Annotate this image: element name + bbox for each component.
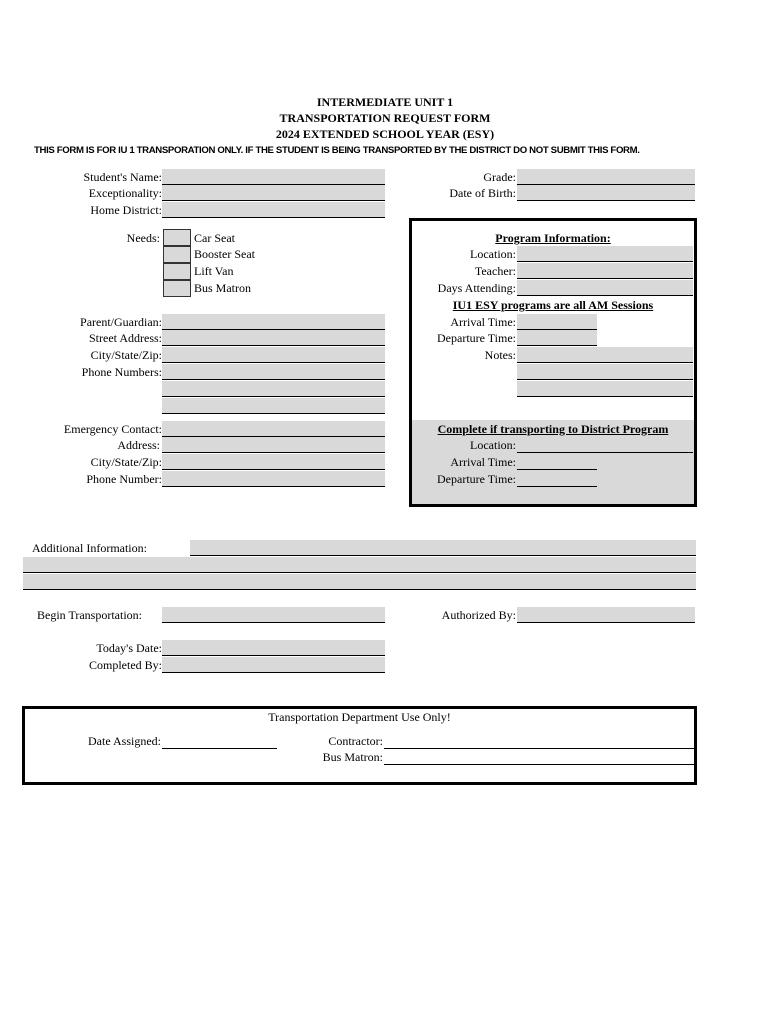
date-assigned-label: Date Assigned: (88, 734, 161, 748)
form-notice: THIS FORM IS FOR IU 1 TRANSPORATION ONLY. IF THE STUDENT IS BEING TRANSPORTED BY THE DISTRICT DO NOT SUBMIT THIS FORM. (34, 145, 640, 156)
emergency-phone-field[interactable] (162, 471, 385, 487)
emergency-city-field[interactable] (162, 454, 385, 470)
needs-label: Needs: (126, 231, 160, 245)
emergency-address-field[interactable] (162, 437, 385, 453)
exceptionality-field[interactable] (162, 185, 385, 201)
lift-van-checkbox[interactable] (163, 263, 191, 280)
additional-info-field-2[interactable] (23, 557, 696, 573)
phone-number-field-2[interactable] (162, 381, 385, 397)
grade-label: Grade: (483, 170, 516, 184)
completed-by-field[interactable] (162, 657, 385, 673)
parent-guardian-field[interactable] (162, 314, 385, 330)
emergency-address-label: Address: (117, 438, 160, 452)
teacher-field[interactable] (517, 263, 693, 279)
street-address-field[interactable] (162, 330, 385, 346)
grade-field[interactable] (517, 169, 695, 185)
emergency-contact-label: Emergency Contact: (63, 422, 162, 436)
home-district-field[interactable] (162, 202, 385, 218)
district-location-label: Location: (470, 438, 516, 452)
district-departure-field[interactable] (517, 471, 597, 487)
parent-guardian-label: Parent/Guardian: (80, 315, 162, 329)
phone-number-field-3[interactable] (162, 398, 385, 414)
phone-number-field-1[interactable] (162, 364, 385, 380)
form-title-line-2: TRANSPORTATION REQUEST FORM (279, 111, 491, 125)
district-location-field[interactable] (517, 437, 693, 453)
form-title-line-1: INTERMEDIATE UNIT 1 (316, 95, 454, 109)
additional-info-label: Additional Information: (32, 541, 147, 555)
contractor-field[interactable] (384, 733, 695, 749)
authorized-by-label: Authorized By: (441, 608, 516, 622)
begin-transportation-label: Begin Transportation: (37, 608, 143, 622)
district-program-title: Complete if transporting to District Program (437, 422, 669, 436)
emergency-phone-label: Phone Number: (86, 472, 162, 486)
bus-matron-field[interactable] (384, 749, 695, 765)
form-title-line-3: 2024 EXTENDED SCHOOL YEAR (ESY) (275, 127, 495, 141)
emergency-contact-field[interactable] (162, 421, 385, 437)
bus-matron-assign-label: Bus Matron: (322, 750, 383, 764)
bus-matron-label: Bus Matron (194, 281, 251, 295)
dob-label: Date of Birth: (449, 186, 516, 200)
lift-van-label: Lift Van (194, 264, 234, 278)
date-assigned-field[interactable] (162, 733, 277, 749)
district-arrival-label: Arrival Time: (450, 455, 516, 469)
booster-seat-checkbox[interactable] (163, 246, 191, 263)
notes-field-3[interactable] (517, 381, 693, 397)
car-seat-label: Car Seat (194, 231, 235, 245)
notes-field-2[interactable] (517, 364, 693, 380)
transport-dept-title: Transportation Department Use Only! (268, 710, 451, 724)
emergency-city-label: City/State/Zip: (90, 455, 162, 469)
car-seat-checkbox[interactable] (163, 229, 191, 246)
todays-date-field[interactable] (162, 640, 385, 656)
teacher-label: Teacher: (474, 264, 516, 278)
student-name-label: Student's Name: (83, 170, 162, 184)
additional-info-field-3[interactable] (23, 574, 696, 590)
contractor-label: Contractor: (328, 734, 383, 748)
phone-numbers-label: Phone Numbers: (81, 365, 162, 379)
district-departure-label: Departure Time: (437, 472, 516, 486)
notes-label: Notes: (484, 348, 516, 362)
authorized-by-field[interactable] (517, 607, 695, 623)
city-state-zip-field[interactable] (162, 347, 385, 363)
todays-date-label: Today's Date: (96, 641, 162, 655)
street-address-label: Street Address: (89, 331, 162, 345)
days-attending-label: Days Attending: (437, 281, 516, 295)
program-departure-field[interactable] (517, 330, 597, 346)
am-sessions-note: IU1 ESY programs are all AM Sessions (452, 298, 654, 312)
district-arrival-field[interactable] (517, 454, 597, 470)
student-name-field[interactable] (162, 169, 385, 185)
program-info-title: Program Information: (495, 231, 611, 245)
notes-field-1[interactable] (517, 347, 693, 363)
city-state-zip-label: City/State/Zip: (90, 348, 162, 362)
begin-transportation-field[interactable] (162, 607, 385, 623)
exceptionality-label: Exceptionality: (88, 186, 162, 200)
additional-info-field-1[interactable] (190, 540, 696, 556)
home-district-label: Home District: (90, 203, 162, 217)
booster-seat-label: Booster Seat (194, 247, 255, 261)
program-arrival-field[interactable] (517, 314, 597, 330)
completed-by-label: Completed By: (89, 658, 162, 672)
program-departure-label: Departure Time: (437, 331, 516, 345)
program-location-field[interactable] (517, 246, 693, 262)
program-location-label: Location: (470, 247, 516, 261)
bus-matron-checkbox[interactable] (163, 280, 191, 297)
program-arrival-label: Arrival Time: (450, 315, 516, 329)
dob-field[interactable] (517, 185, 695, 201)
days-attending-field[interactable] (517, 280, 693, 296)
